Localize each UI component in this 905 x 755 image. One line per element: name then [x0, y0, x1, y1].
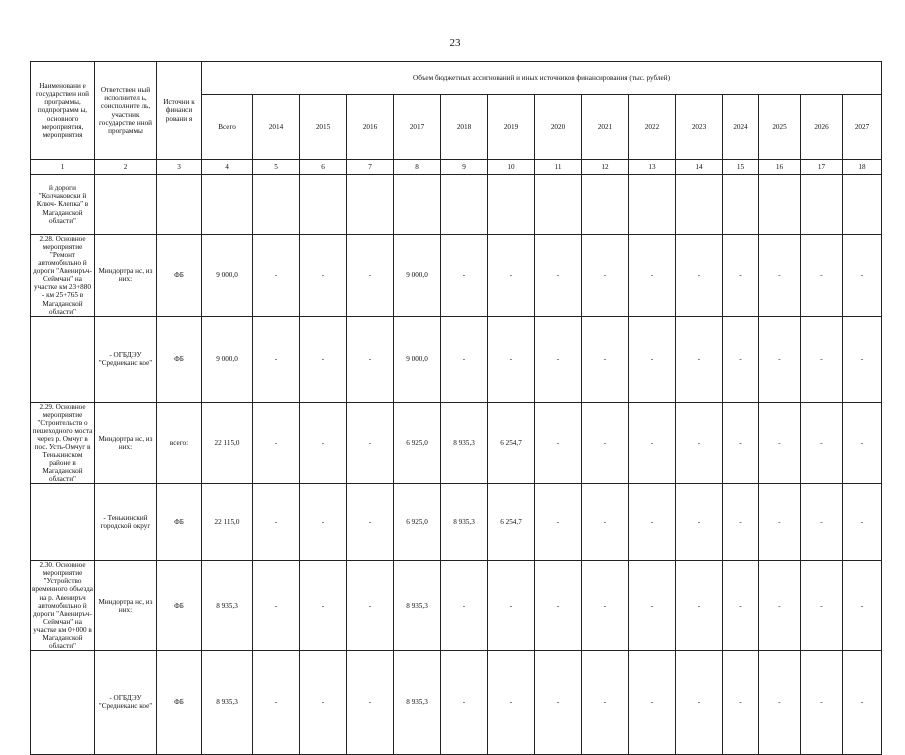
header-year: 2025	[759, 95, 801, 160]
cell-value: -	[253, 316, 300, 402]
cell-value: -	[347, 235, 394, 317]
cell-value: -	[843, 650, 882, 754]
cell-value: -	[843, 235, 882, 317]
cell-value: -	[801, 402, 843, 484]
column-number: 14	[676, 160, 723, 175]
column-number: 9	[441, 160, 488, 175]
header-year: 2015	[300, 95, 347, 160]
column-number: 17	[801, 160, 843, 175]
cell-value: -	[759, 650, 801, 754]
cell-value: -	[535, 561, 582, 651]
cell-value	[300, 175, 347, 235]
table-row	[31, 235, 882, 317]
cell-value: -	[801, 235, 843, 317]
cell-value: -	[582, 561, 629, 651]
cell-value: -	[676, 561, 723, 651]
cell-source: ФБ	[157, 561, 202, 651]
cell-value: -	[629, 402, 676, 484]
header-year: 2021	[582, 95, 629, 160]
cell-value: -	[676, 402, 723, 484]
cell-value	[253, 175, 300, 235]
page-number: 23	[449, 37, 461, 49]
cell-value: 22 115,0	[202, 484, 253, 561]
cell-value: -	[676, 316, 723, 402]
column-number: 6	[300, 160, 347, 175]
cell-value: -	[253, 484, 300, 561]
cell-name: 2.30. Основное мероприятие "Устройство временного объезда на р. Авениръч автомобильно й дороги "Авениръч- Сеймчан" на участке км 0+000 в Магаданской области"	[32, 561, 93, 650]
cell-value: -	[441, 316, 488, 402]
cell-value: 8 935,3	[441, 484, 488, 561]
cell-value: -	[801, 316, 843, 402]
cell-value	[394, 175, 441, 235]
cell-value	[535, 175, 582, 235]
cell-executor: Миндортра нс, из них:	[95, 402, 157, 484]
cell-value: 22 115,0	[202, 402, 253, 484]
column-number: 4	[202, 160, 253, 175]
cell-source: всего:	[157, 402, 202, 484]
cell-value: -	[347, 650, 394, 754]
cell-value: -	[801, 484, 843, 561]
cell-value: -	[843, 316, 882, 402]
cell-value: -	[535, 484, 582, 561]
cell-value: -	[488, 235, 535, 317]
cell-value: 9 000,0	[394, 316, 441, 402]
cell-name	[31, 316, 95, 402]
cell-value: -	[676, 235, 723, 317]
cell-source: ФБ	[157, 650, 202, 754]
budget-table	[30, 61, 882, 755]
cell-value	[629, 175, 676, 235]
cell-value: 9 000,0	[394, 235, 441, 317]
table-row	[31, 650, 882, 754]
cell-value	[843, 175, 882, 235]
cell-value: -	[759, 561, 801, 651]
cell-value: -	[582, 402, 629, 484]
cell-value: -	[676, 650, 723, 754]
header-year: 2018	[441, 95, 488, 160]
cell-value: -	[488, 316, 535, 402]
cell-value: -	[723, 235, 759, 317]
cell-value: -	[582, 316, 629, 402]
cell-value: 9 000,0	[202, 316, 253, 402]
cell-source: ФБ	[157, 235, 202, 317]
cell-executor: Миндортра нс, из них:	[95, 235, 157, 317]
cell-value	[441, 175, 488, 235]
column-number: 1	[31, 160, 95, 175]
cell-value	[582, 175, 629, 235]
cell-name	[31, 650, 95, 754]
table-row	[31, 316, 882, 402]
header-year: 2027	[843, 95, 882, 160]
header-source: Источни к финанси ровани я	[157, 62, 202, 160]
cell-value: -	[535, 316, 582, 402]
cell-value: 6 925,0	[394, 402, 441, 484]
cell-value: -	[300, 402, 347, 484]
cell-value: -	[535, 235, 582, 317]
cell-executor: Миндортра нс, из них:	[95, 561, 157, 651]
cell-value: 8 935,3	[202, 650, 253, 754]
cell-value: -	[629, 484, 676, 561]
header-year: 2023	[676, 95, 723, 160]
cell-value: -	[441, 235, 488, 317]
header-year: 2022	[629, 95, 676, 160]
column-number: 10	[488, 160, 535, 175]
cell-value: -	[535, 402, 582, 484]
cell-value: -	[759, 402, 801, 484]
cell-value: -	[759, 316, 801, 402]
cell-value: -	[253, 561, 300, 651]
cell-value: 6 254,7	[488, 402, 535, 484]
cell-name: 2.29. Основное мероприятие "Строительств о пешеходного моста через р. Омчуг в пос. Усть-Омчуг в Тенькинском районе в Магаданской области"	[31, 402, 95, 484]
cell-value: -	[723, 316, 759, 402]
cell-executor: - ОГБДЭУ "Среднеканс кое"	[95, 316, 157, 402]
cell-value	[801, 175, 843, 235]
table-row	[31, 402, 882, 484]
cell-value: -	[535, 650, 582, 754]
cell-value: -	[488, 561, 535, 651]
cell-value: -	[843, 402, 882, 484]
column-number: 7	[347, 160, 394, 175]
table-row	[31, 175, 882, 235]
cell-value: -	[629, 235, 676, 317]
table-row	[31, 484, 882, 561]
column-number: 15	[723, 160, 759, 175]
cell-value: -	[723, 561, 759, 651]
cell-value: 8 935,3	[394, 650, 441, 754]
column-number: 12	[582, 160, 629, 175]
cell-value: -	[582, 235, 629, 317]
header-year: 2014	[253, 95, 300, 160]
cell-value: -	[629, 650, 676, 754]
cell-value: -	[676, 484, 723, 561]
cell-executor: - Тенькинский городской округ	[95, 484, 157, 561]
cell-value: -	[347, 484, 394, 561]
cell-value: 9 000,0	[202, 235, 253, 317]
cell-name: й дороги "Колчаковски й Ключ- Клепка" в Магаданской области"	[31, 175, 95, 235]
cell-value: 8 935,3	[394, 561, 441, 651]
header-executor: Ответствен ный исполнител ь, соисполните ль, участник государстве нной программы	[95, 62, 157, 160]
cell-value: -	[759, 484, 801, 561]
cell-value: -	[300, 484, 347, 561]
cell-value: -	[300, 316, 347, 402]
cell-value: -	[253, 402, 300, 484]
column-number: 8	[394, 160, 441, 175]
cell-value: -	[801, 561, 843, 651]
cell-value: -	[347, 561, 394, 651]
cell-value	[759, 175, 801, 235]
cell-value: -	[441, 561, 488, 651]
cell-executor: - ОГБДЭУ "Среднеканс кое"	[95, 650, 157, 754]
cell-value: 6 925,0	[394, 484, 441, 561]
cell-value: 8 935,3	[441, 402, 488, 484]
cell-value: -	[843, 561, 882, 651]
cell-value: -	[629, 561, 676, 651]
header-year: Всего	[202, 95, 253, 160]
cell-value: -	[582, 650, 629, 754]
cell-value: -	[253, 235, 300, 317]
header-year: 2024	[723, 95, 759, 160]
cell-value: -	[582, 484, 629, 561]
cell-value	[488, 175, 535, 235]
cell-executor	[95, 175, 157, 235]
column-number: 3	[157, 160, 202, 175]
table-row	[31, 561, 882, 651]
cell-value: -	[723, 402, 759, 484]
header-year: 2020	[535, 95, 582, 160]
header-group: Объем бюджетных ассигнований и иных источников финансирования (тыс. рублей)	[202, 62, 882, 95]
header-year: 2019	[488, 95, 535, 160]
cell-name	[31, 484, 95, 561]
column-number: 5	[253, 160, 300, 175]
cell-value: -	[723, 484, 759, 561]
cell-value: -	[347, 316, 394, 402]
header-name: Наименовани е государствен ной программы, подпрограмм ы, основного мероприятия, мероприятия	[31, 62, 95, 160]
column-number: 13	[629, 160, 676, 175]
cell-source: ФБ	[157, 316, 202, 402]
cell-value: -	[300, 235, 347, 317]
header-year: 2026	[801, 95, 843, 160]
column-number: 2	[95, 160, 157, 175]
cell-value: 8 935,3	[202, 561, 253, 651]
header-year: 2016	[347, 95, 394, 160]
cell-value	[347, 175, 394, 235]
column-number: 11	[535, 160, 582, 175]
cell-source: ФБ	[157, 484, 202, 561]
cell-name: 2.28. Основное мероприятие "Ремонт автомобильно й дороги "Авениръч- Сеймчан" на участке км 23+880 - км 25+765 в Магаданской области"	[31, 235, 95, 317]
cell-value	[676, 175, 723, 235]
cell-value: -	[488, 650, 535, 754]
cell-value	[723, 175, 759, 235]
column-number: 18	[843, 160, 882, 175]
column-number: 16	[759, 160, 801, 175]
cell-value: 6 254,7	[488, 484, 535, 561]
header-year: 2017	[394, 95, 441, 160]
cell-value: -	[801, 650, 843, 754]
cell-value: -	[629, 316, 676, 402]
cell-value: -	[441, 650, 488, 754]
cell-value: -	[253, 650, 300, 754]
cell-value: -	[300, 650, 347, 754]
cell-value: -	[843, 484, 882, 561]
cell-source	[157, 175, 202, 235]
cell-value: -	[759, 235, 801, 317]
cell-value: -	[723, 650, 759, 754]
cell-value: -	[347, 402, 394, 484]
cell-value	[202, 175, 253, 235]
cell-value: -	[300, 561, 347, 651]
